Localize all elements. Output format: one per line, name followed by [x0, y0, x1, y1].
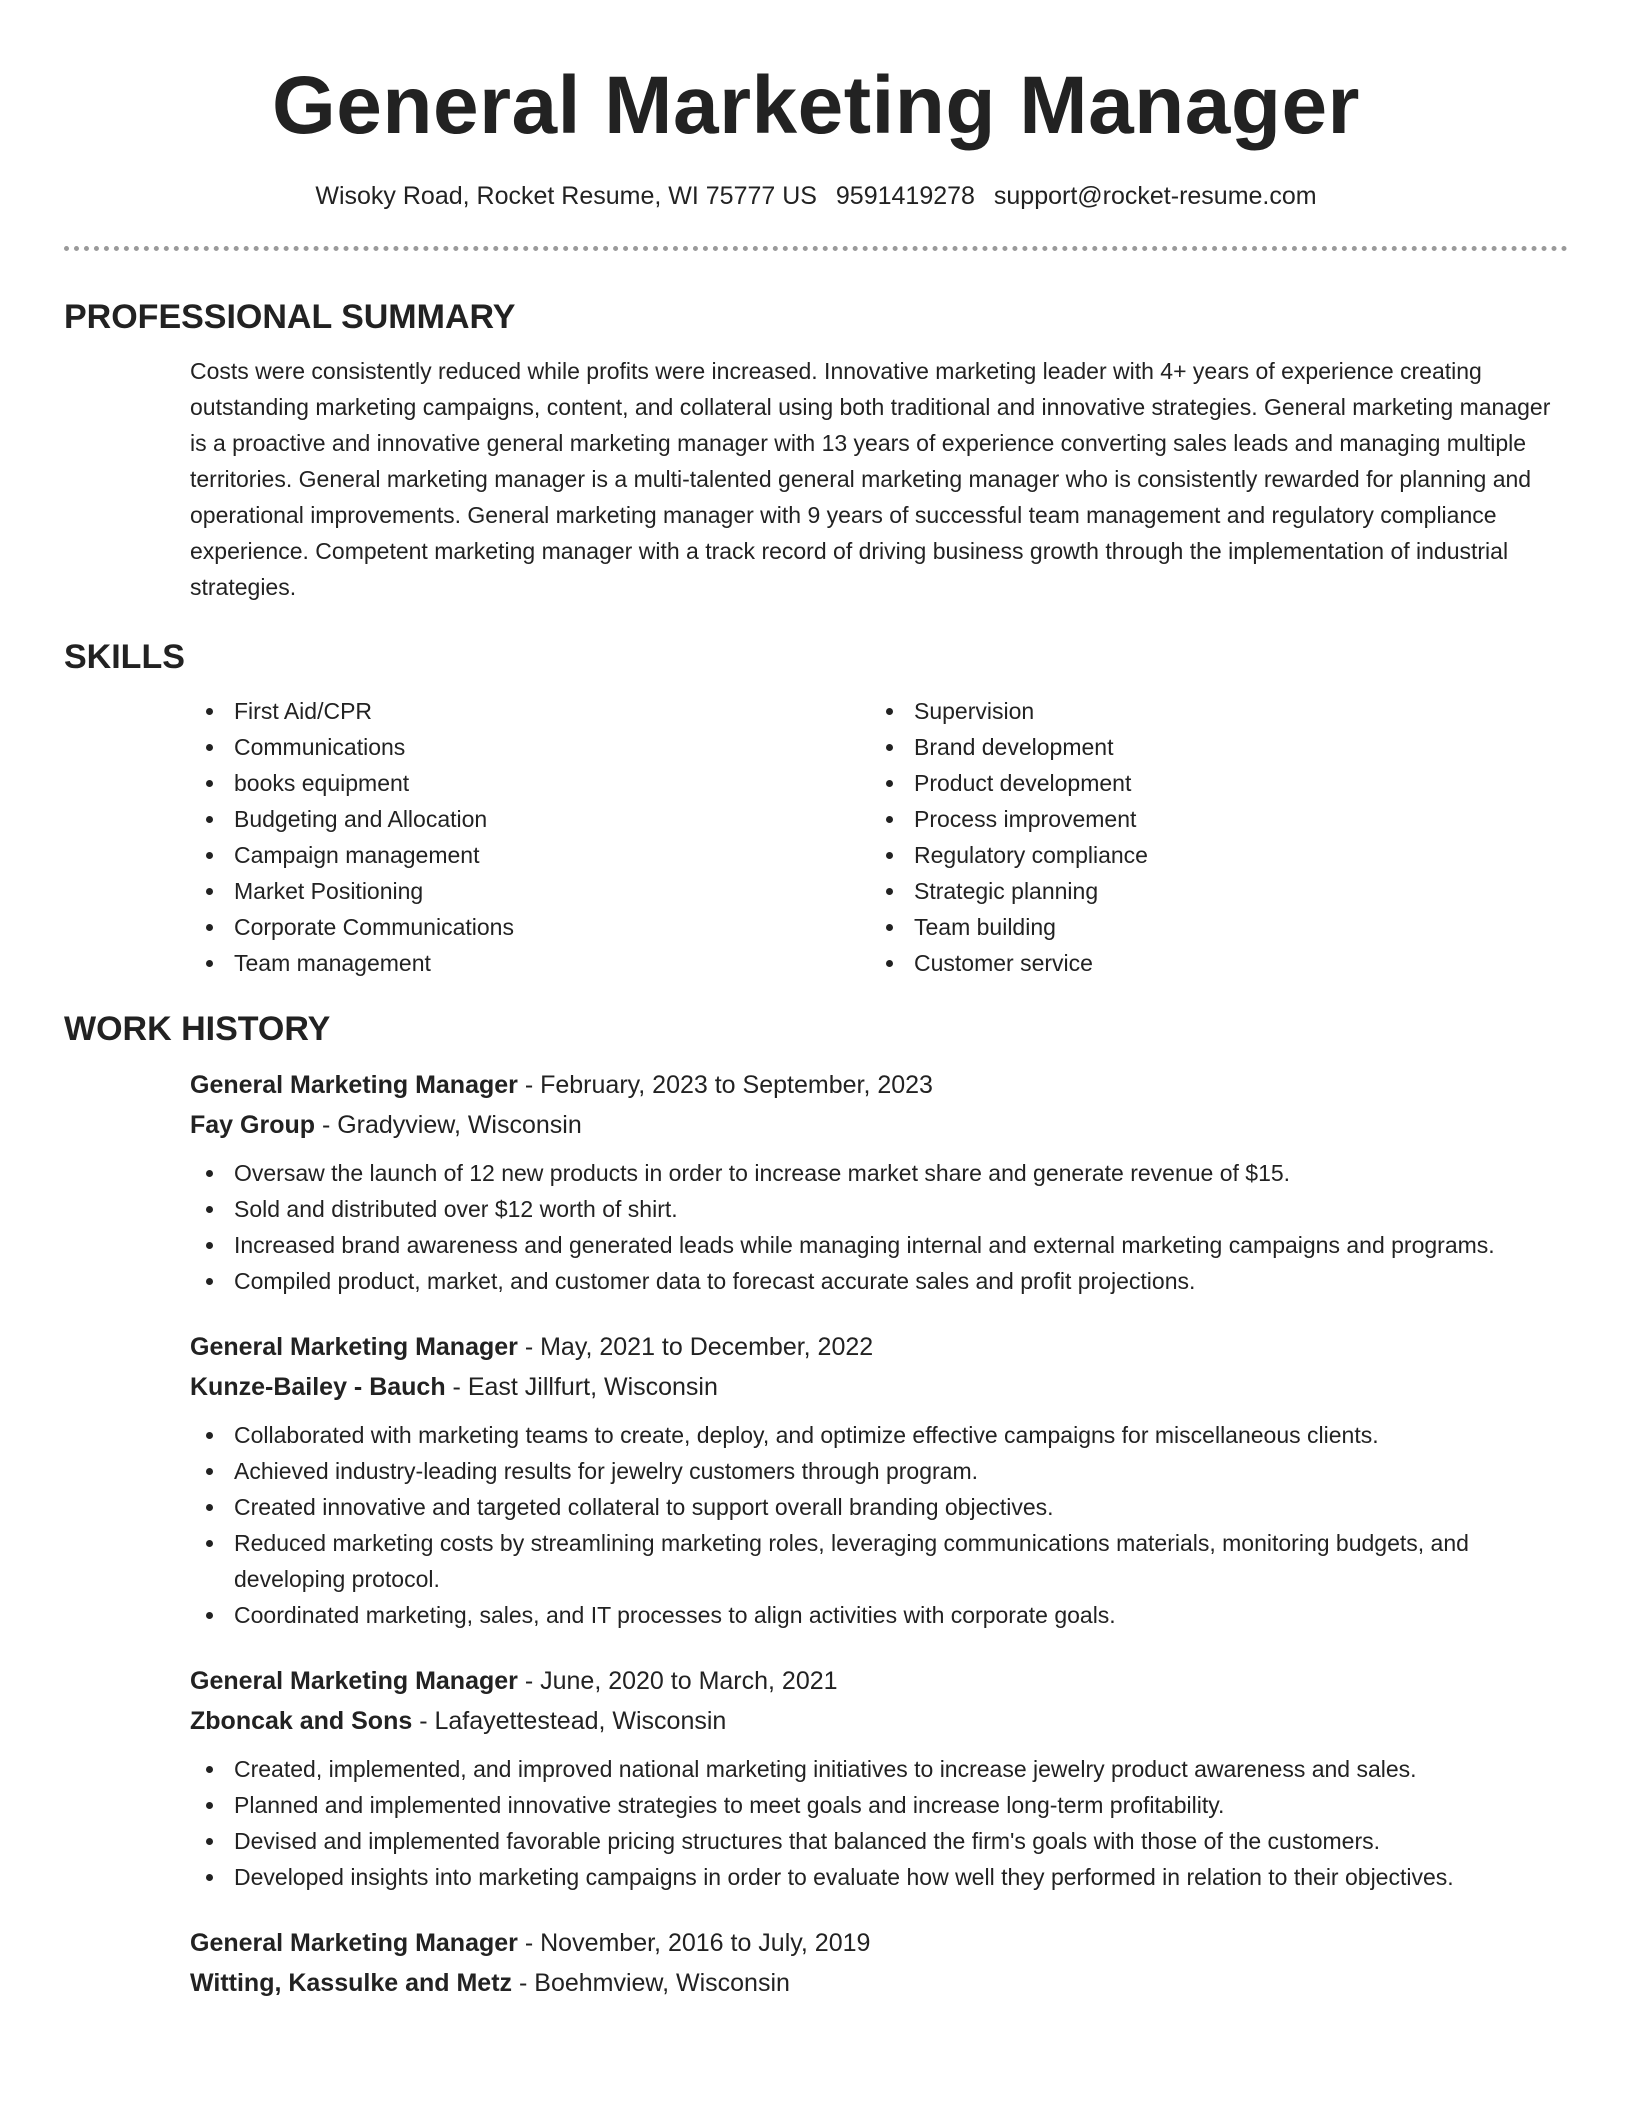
skill-item: Team management	[190, 945, 870, 981]
job-entry	[190, 1923, 1568, 2003]
job-company-line	[190, 1105, 1568, 1145]
contact-line	[64, 180, 1568, 212]
summary-text: Costs were consistently reduced while profits were increased. Innovative marketing leader with 4+ years of experience creating outstanding marketing campaigns, content, and collateral using both traditional and innovative strategies. General marketing manager is a proactive and innovative general marketing manager with 13 years of experience converting sales leads and managing multiple territories. General marketing manager is a multi-talented general marketing manager who is consistently rewarded for planning and operational improvements. General marketing manager with 9 years of successful team management and regulatory compliance experience. Competent marketing manager with a track record of driving business growth through the implementation of industrial strategies.	[190, 358, 1551, 600]
skill-item: books equipment	[190, 765, 870, 801]
job-company: Fay Group	[190, 1111, 316, 1139]
skill-item: Corporate Communications	[190, 909, 870, 945]
job-company: Witting, Kassulke and Metz	[190, 1969, 513, 1997]
job-bullet: Devised and implemented favorable pricing structures that balanced the firm's goals with those of the customers.	[190, 1823, 1568, 1859]
job-role: General Marketing Manager	[190, 1071, 518, 1099]
skill-item: Regulatory compliance	[870, 837, 1550, 873]
job-bullet: Achieved industry-leading results for jewelry customers through program.	[190, 1453, 1568, 1489]
job-company: Zboncak and Sons	[190, 1707, 413, 1735]
section-title-work-history: WORK HISTORY	[64, 1010, 331, 1048]
skill-item: Campaign management	[190, 837, 870, 873]
job-dates: - February, 2023 to September, 2023	[517, 1071, 933, 1099]
skill-item: Supervision	[870, 693, 1550, 729]
skill-item: Market Positioning	[190, 873, 870, 909]
job-company-line	[190, 1367, 1568, 1407]
skills-list	[190, 693, 1568, 981]
job-role: General Marketing Manager	[190, 1667, 518, 1695]
skill-item: Strategic planning	[870, 873, 1550, 909]
contact-address: Wisoky Road, Rocket Resume, WI 75777 US	[315, 182, 817, 210]
job-bullet: Increased brand awareness and generated leads while managing internal and external marketing campaigns and programs.	[190, 1227, 1568, 1263]
job-company-line	[190, 1963, 1568, 2003]
job-entry	[190, 1661, 1568, 1895]
job-dates: - November, 2016 to July, 2019	[517, 1929, 871, 1957]
job-bullet: Compiled product, market, and customer data to forecast accurate sales and profit projections.	[190, 1263, 1568, 1299]
job-bullets	[190, 1417, 1568, 1633]
job-role: General Marketing Manager	[190, 1333, 518, 1361]
job-entry	[190, 1065, 1568, 1299]
job-company-line	[190, 1701, 1568, 1741]
job-location: - Lafayettestead, Wisconsin	[412, 1707, 727, 1735]
skill-item: Brand development	[870, 729, 1550, 765]
job-title-line	[190, 1661, 1568, 1701]
job-bullet: Sold and distributed over $12 worth of shirt.	[190, 1191, 1568, 1227]
section-title-skills: SKILLS	[64, 638, 185, 676]
job-bullets	[190, 1155, 1568, 1299]
job-role: General Marketing Manager	[190, 1929, 518, 1957]
job-bullet: Collaborated with marketing teams to create, deploy, and optimize effective campaigns for miscellaneous clients.	[190, 1417, 1568, 1453]
contact-email: support@rocket-resume.com	[993, 182, 1317, 210]
job-bullet: Reduced marketing costs by streamlining marketing roles, leveraging communications materials, monitoring budgets, and developing protocol.	[190, 1525, 1568, 1597]
job-bullet: Coordinated marketing, sales, and IT processes to align activities with corporate goals.	[190, 1597, 1568, 1633]
skill-item: First Aid/CPR	[190, 693, 870, 729]
skill-item: Product development	[870, 765, 1550, 801]
skills-column-left	[190, 693, 870, 981]
skill-item: Communications	[190, 729, 870, 765]
job-bullet: Created, implemented, and improved national marketing initiatives to increase jewelry product awareness and sales.	[190, 1751, 1568, 1787]
job-bullet: Oversaw the launch of 12 new products in order to increase market share and generate revenue of $15.	[190, 1155, 1568, 1191]
skill-item: Budgeting and Allocation	[190, 801, 870, 837]
skill-item: Process improvement	[870, 801, 1550, 837]
job-bullets	[190, 1751, 1568, 1895]
header-divider	[64, 246, 1568, 251]
job-bullet: Created innovative and targeted collateral to support overall branding objectives.	[190, 1489, 1568, 1525]
skill-item: Customer service	[870, 945, 1550, 981]
resume-name: General Marketing Manager	[272, 60, 1360, 151]
job-location: - East Jillfurt, Wisconsin	[445, 1373, 718, 1401]
section-title-summary: PROFESSIONAL SUMMARY	[64, 298, 516, 336]
job-company: Kunze-Bailey - Bauch	[190, 1373, 446, 1401]
skill-item: Team building	[870, 909, 1550, 945]
job-location: - Boehmview, Wisconsin	[512, 1969, 790, 1997]
job-dates: - May, 2021 to December, 2022	[517, 1333, 874, 1361]
job-title-line	[190, 1065, 1568, 1105]
job-title-line	[190, 1327, 1568, 1367]
skills-column-right	[870, 693, 1550, 981]
job-bullet: Developed insights into marketing campaigns in order to evaluate how well they performed in relation to their objectives.	[190, 1859, 1568, 1895]
job-location: - Gradyview, Wisconsin	[315, 1111, 582, 1139]
job-title-line	[190, 1923, 1568, 1963]
job-entry	[190, 1327, 1568, 1633]
job-dates: - June, 2020 to March, 2021	[517, 1667, 838, 1695]
job-bullet: Planned and implemented innovative strategies to meet goals and increase long-term profitability.	[190, 1787, 1568, 1823]
contact-phone: 9591419278	[835, 182, 975, 210]
